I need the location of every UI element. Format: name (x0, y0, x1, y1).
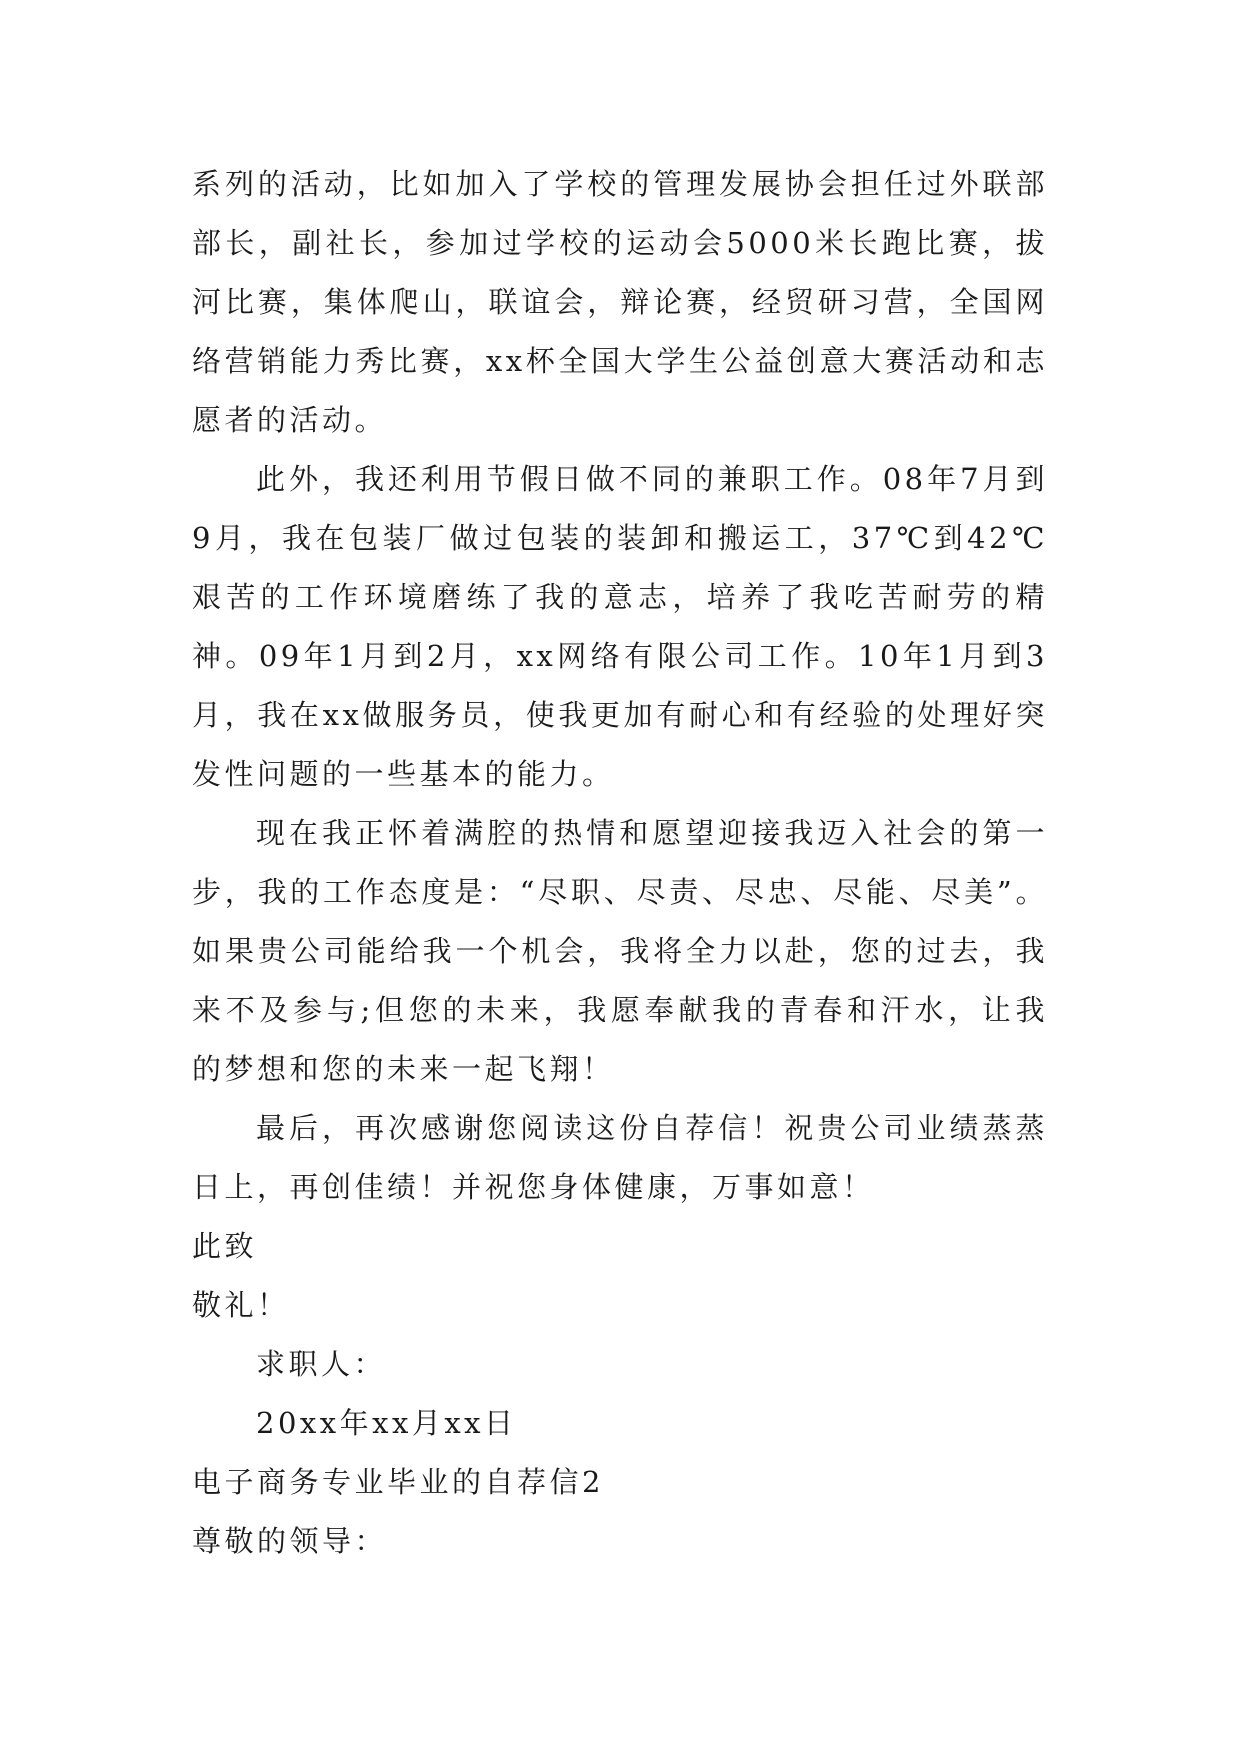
paragraph-part-time-work: 此外，我还利用节假日做不同的兼职工作。08年7月到9月，我在包装厂做过包装的装卸和搬运工，37℃到42℃艰苦的工作环境磨练了我的意志，培养了我吃苦耐劳的精神。09年1月到2月，xx网络有限公司工作。10年1月到3月，我在xx做服务员，使我更加有耐心和有经验的处理好突发性问题的一些基本的能力。 (192, 462, 1048, 791)
paragraph-activities: 系列的活动，比如加入了学校的管理发展协会担任过外联部部长，副社长，参加过学校的运动会5000米长跑比赛，拔河比赛，集体爬山，联谊会，辩论赛，经贸研习营，全国网络营销能力秀比赛，xx杯全国大学生公益创意大赛活动和志愿者的活动。 (192, 167, 1048, 437)
letter-body (192, 155, 1048, 1571)
letter-date: 20xx年xx月xx日 (256, 1406, 517, 1440)
paragraph-thanks: 最后，再次感谢您阅读这份自荐信！祝贵公司业绩蒸蒸日上，再创佳绩！并祝您身体健康，万事如意！ (192, 1111, 1048, 1204)
closing-line-2: 敬礼！ (192, 1288, 290, 1322)
next-letter-title: 电子商务专业毕业的自荐信2 (192, 1465, 604, 1499)
paragraph-work-attitude: 现在我正怀着满腔的热情和愿望迎接我迈入社会的第一步，我的工作态度是：“尽职、尽责、尽忠、尽能、尽美”。如果贵公司能给我一个机会，我将全力以赴，您的过去，我来不及参与;但您的未来，我愿奉献我的青春和汗水，让我的梦想和您的未来一起飞翔！ (192, 816, 1048, 1086)
next-letter-salutation: 尊敬的领导： (192, 1524, 388, 1558)
closing-line-1: 此致 (192, 1229, 258, 1263)
signer-label: 求职人： (256, 1347, 387, 1381)
